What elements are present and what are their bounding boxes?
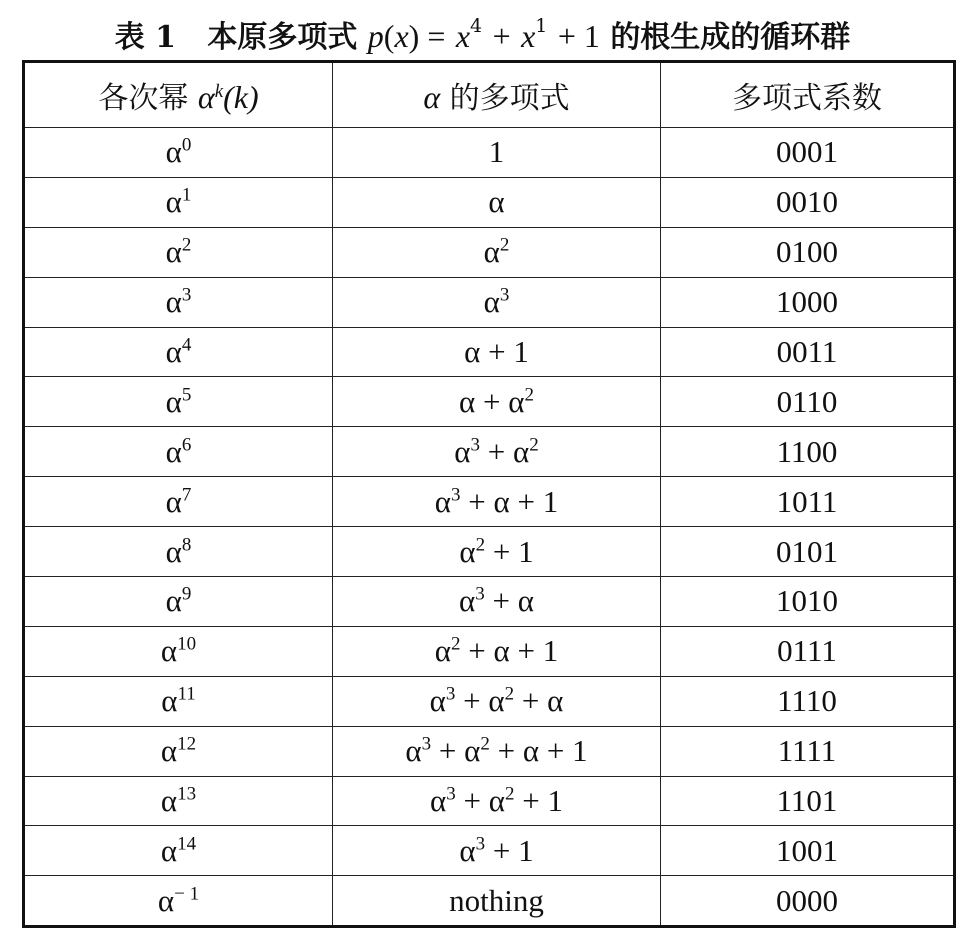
polynomial-cell [333, 128, 661, 178]
caption-term1: x [455, 18, 471, 54]
polynomial-term: α [459, 533, 476, 569]
power-exponent: 6 [181, 434, 192, 456]
power-base: α [160, 783, 178, 819]
power-base: α [165, 483, 182, 519]
polynomial-cell [333, 327, 661, 377]
polynomial-cell [333, 776, 661, 826]
power-cell [24, 477, 333, 527]
coefficient-cell: 1110 [661, 676, 955, 726]
table-row [24, 527, 955, 577]
polynomial-term: α [483, 284, 500, 320]
caption-var-x: x [394, 18, 409, 54]
polynomial-exponent: 2 [504, 683, 515, 705]
header-power-paren: (k) [223, 79, 259, 115]
power-cell [24, 427, 333, 477]
power-base: α [157, 882, 175, 918]
table-body [24, 128, 955, 927]
power-exponent: 11 [177, 683, 196, 705]
power-cell [24, 776, 333, 826]
power-base: α [165, 383, 182, 419]
polynomial-exponent: 3 [421, 733, 432, 755]
polynomial-term: α [429, 683, 446, 719]
table-row [24, 327, 955, 377]
polynomial-term: α [459, 832, 476, 868]
coefficient-cell: 0010 [661, 177, 955, 227]
power-exponent: 8 [181, 534, 192, 556]
table-row [24, 377, 955, 427]
table-row [24, 477, 955, 527]
coefficient-cell: 0101 [661, 527, 955, 577]
power-cell [24, 227, 333, 277]
power-cell [24, 876, 333, 927]
table-caption [0, 8, 965, 55]
header-power [24, 62, 333, 128]
power-exponent: 5 [181, 384, 192, 406]
polynomial-exponent: 3 [446, 783, 456, 805]
coefficient-cell: 1011 [661, 477, 955, 527]
coefficient-cell: 1001 [661, 826, 955, 876]
power-base: α [160, 633, 178, 669]
header-coefficients [661, 62, 955, 128]
caption-exp2: 1 [535, 15, 548, 37]
polynomial-cell [333, 577, 661, 627]
polynomial-term: + α [484, 583, 534, 619]
power-exponent: − 1 [174, 883, 200, 905]
polynomial-term: + α [455, 683, 505, 719]
header-poly-text: 的多项式 [449, 81, 570, 116]
polynomial-term: α + α [459, 383, 525, 419]
coefficient-cell: 1100 [661, 427, 955, 477]
caption-label: 表 1 [114, 20, 176, 55]
polynomial-term: + α [431, 733, 481, 769]
power-base: α [165, 284, 182, 320]
polynomial-term: + 1 [485, 832, 534, 868]
coefficient-cell: 0000 [661, 876, 955, 927]
polynomial-exponent: 2 [529, 434, 539, 456]
table-row [24, 776, 955, 826]
power-exponent: 10 [177, 634, 197, 656]
power-base: α [165, 334, 182, 369]
power-base: α [161, 683, 178, 719]
caption-plus1: + [492, 18, 511, 54]
power-exponent: 12 [177, 733, 197, 755]
power-cell [24, 177, 333, 227]
polynomial-term: + 1 [514, 783, 563, 819]
header-polynomial [333, 62, 661, 128]
polynomial-cell [333, 676, 661, 726]
polynomial-exponent: 2 [451, 634, 461, 656]
header-power-alpha: α [197, 79, 215, 115]
coefficient-cell: 1000 [661, 277, 955, 327]
polynomial-exponent: 2 [499, 234, 510, 256]
polynomial-cell [333, 626, 661, 676]
power-cell [24, 277, 333, 327]
power-cell [24, 626, 333, 676]
polynomial-exponent: 2 [505, 783, 515, 805]
coefficient-cell: 0110 [661, 377, 955, 427]
polynomial-term: 1 [488, 134, 505, 170]
table-row [24, 676, 955, 726]
polynomial-term: α [454, 433, 471, 469]
power-exponent: 1 [181, 185, 192, 206]
polynomial-exponent: 3 [499, 284, 510, 306]
power-base: α [165, 184, 182, 220]
polynomial-term: α [459, 583, 476, 619]
cyclic-group-table [22, 60, 956, 928]
polynomial-exponent: 2 [524, 384, 534, 406]
polynomial-term: α [483, 234, 500, 270]
polynomial-exponent: 3 [475, 584, 485, 606]
polynomial-cell [333, 527, 661, 577]
header-power-sup: k [214, 81, 224, 102]
coefficient-cell: 0100 [661, 227, 955, 277]
polynomial-term: + α [480, 433, 530, 469]
polynomial-exponent: 3 [475, 833, 486, 855]
power-exponent: 2 [181, 234, 192, 256]
caption-term2: x [521, 18, 536, 54]
polynomial-term: + α [455, 783, 505, 819]
polynomial-cell [333, 477, 661, 527]
power-base: α [165, 433, 182, 469]
table-row [24, 626, 955, 676]
caption-lparen: ( [383, 18, 395, 54]
header-coeff-text: 多项式系数 [732, 81, 882, 116]
power-base: α [165, 134, 182, 170]
power-cell [24, 128, 333, 178]
polynomial-cell [333, 726, 661, 776]
power-cell [24, 577, 333, 627]
polynomial-term: α [434, 633, 452, 669]
power-base: α [165, 234, 182, 270]
coefficient-cell: 1010 [661, 577, 955, 627]
polynomial-cell [333, 826, 661, 876]
coefficient-cell: 0011 [661, 327, 955, 377]
polynomial-cell [333, 876, 661, 927]
power-exponent: 14 [177, 833, 197, 855]
polynomial-cell [333, 427, 661, 477]
coefficient-cell: 1101 [661, 776, 955, 826]
power-exponent: 9 [181, 584, 192, 606]
power-base: α [165, 533, 182, 569]
power-exponent: 13 [177, 783, 197, 805]
header-poly-alpha: α [423, 79, 441, 115]
header-power-text: 各次幂 [98, 81, 189, 116]
polynomial-cell [333, 227, 661, 277]
polynomial-term: + α + 1 [460, 483, 559, 519]
polynomial-exponent: 3 [451, 484, 461, 506]
table-row [24, 577, 955, 627]
polynomial-term: α [430, 783, 447, 819]
polynomial-term: α + 1 [464, 334, 529, 369]
polynomial-term: α [434, 483, 452, 519]
power-base: α [160, 733, 178, 769]
power-cell [24, 826, 333, 876]
power-base: α [165, 583, 182, 619]
caption-rparen-eq: ) = [408, 18, 446, 54]
polynomial-term: + α [514, 683, 564, 719]
table-row [24, 427, 955, 477]
coefficient-cell: 1111 [661, 726, 955, 776]
table-row [24, 128, 955, 178]
caption-text-a: 本原多项式 [207, 20, 358, 55]
power-base: α [160, 832, 178, 868]
power-cell [24, 527, 333, 577]
polynomial-term: nothing [449, 882, 544, 918]
table-row [24, 227, 955, 277]
polynomial-cell [333, 177, 661, 227]
table-row [24, 177, 955, 227]
polynomial-cell [333, 377, 661, 427]
power-exponent: 0 [181, 135, 192, 157]
table-row [24, 726, 955, 776]
polynomial-term: + 1 [485, 533, 534, 569]
table-row [24, 876, 955, 927]
polynomial-term: α [488, 184, 505, 220]
table-row [24, 277, 955, 327]
table-row [24, 826, 955, 876]
power-cell [24, 676, 333, 726]
power-exponent: 4 [181, 334, 192, 356]
power-cell [24, 377, 333, 427]
power-exponent: 3 [181, 284, 192, 306]
polynomial-term: + α + 1 [460, 633, 559, 669]
polynomial-exponent: 2 [480, 733, 490, 755]
coefficient-cell: 0111 [661, 626, 955, 676]
polynomial-exponent: 2 [475, 534, 486, 556]
header-row [24, 62, 955, 128]
caption-var-p: p [367, 18, 384, 54]
polynomial-exponent: 3 [445, 683, 456, 705]
caption-plus-one: + 1 [557, 18, 600, 54]
power-cell [24, 327, 333, 377]
polynomial-term: + α + 1 [489, 733, 588, 769]
polynomial-term: α [405, 733, 422, 769]
coefficient-cell: 0001 [661, 128, 955, 178]
caption-text-b: 的根生成的循环群 [610, 20, 851, 55]
caption-exp1: 4 [470, 15, 483, 37]
polynomial-cell [333, 277, 661, 327]
power-cell [24, 726, 333, 776]
polynomial-exponent: 3 [470, 434, 480, 456]
power-exponent: 7 [181, 484, 192, 506]
